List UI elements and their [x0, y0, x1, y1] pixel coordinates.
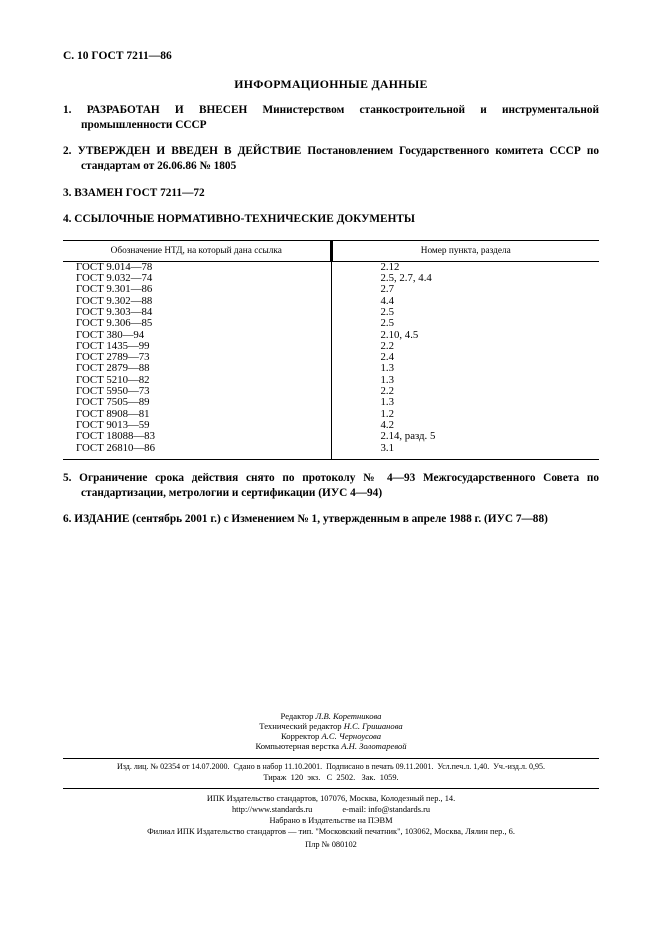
info-item: 2. УТВЕРЖДЕН И ВВЕДЕН В ДЕЙСТВИЕ Постановлением Государственного комитета СССР по стандартам от 26.06.86 № 1805: [63, 145, 599, 173]
publisher-branch: Филиал ИПК Издательство стандартов — тип. "Московский печатник", 103062, Москва, Лялин пер., 6.: [147, 826, 515, 836]
table-row: [63, 431, 599, 442]
ntd-cell: ГОСТ 9.032—74: [63, 273, 331, 284]
credit-name: А.Н. Золотаревой: [341, 740, 407, 751]
publisher-address: ИПК Издательство стандартов, 107076, Москва, Колодезный пер., 14.: [206, 793, 456, 803]
clause-cell: 4.4: [380, 294, 394, 307]
info-items-bottom: [63, 471, 599, 527]
divider-rule: [63, 758, 599, 759]
info-item: 5. Ограничение срока действия снято по протоколу № 4—93 Межгосударственного Совета по стандартизации, метрологии и сертификации (ИУС 4—94): [63, 471, 599, 499]
ntd-cell: ГОСТ 18088—83: [63, 431, 331, 442]
col-header-ntd: Обозначение НТД, на который дана ссылка: [63, 240, 331, 261]
ntd-cell: ГОСТ 5210—82: [63, 375, 331, 386]
table-row: [63, 443, 599, 460]
clause-cell: 1.3: [380, 373, 394, 386]
ntd-cell: ГОСТ 9.306—85: [63, 318, 331, 329]
info-item: 6. ИЗДАНИЕ (сентябрь 2001 г.) с Изменением № 1, утвержденным в апреле 1988 г. (ИУС 7—88): [63, 513, 548, 526]
col-header-clause: Номер пункта, раздела: [331, 240, 599, 261]
info-items-top: [63, 103, 599, 227]
ntd-cell: ГОСТ 2789—73: [63, 352, 331, 363]
clause-cell: 2.14, разд. 5: [380, 430, 436, 443]
ntd-cell: ГОСТ 9.301—86: [63, 284, 331, 295]
ntd-cell: ГОСТ 9013—59: [63, 420, 331, 431]
clause-cell: 2.12: [380, 260, 400, 273]
typeset-note: Набрано в Издательстве на ПЭВМ: [269, 815, 393, 825]
ntd-cell: ГОСТ 7505—89: [63, 397, 331, 408]
info-item: 4. ССЫЛОЧНЫЕ НОРМАТИВНО-ТЕХНИЧЕСКИЕ ДОКУМЕНТЫ: [63, 212, 415, 225]
ntd-cell: ГОСТ 380—94: [63, 330, 331, 341]
clause-cell: 2.4: [380, 351, 394, 364]
ntd-cell: ГОСТ 9.303—84: [63, 307, 331, 318]
clause-cell: 2.5, 2.7, 4.4: [380, 272, 432, 285]
clause-cell: 2.2: [380, 385, 394, 398]
table-row: [63, 318, 599, 329]
section-title: ИНФОРМАЦИОННЫЕ ДАННЫЕ: [234, 77, 428, 91]
ntd-cell: ГОСТ 2879—88: [63, 363, 331, 374]
credits-list: [63, 712, 599, 752]
divider-rule: [63, 788, 599, 789]
credit-role: Компьютерная верстка: [255, 740, 340, 751]
colophon-block: [63, 712, 599, 850]
credit-role: Редактор: [280, 711, 314, 721]
references-table-body: [63, 261, 599, 459]
credit-name: Л.В. Коретникова: [315, 711, 382, 721]
print-license-line: Изд. лиц. № 02354 от 14.07.2000. Сдано в набор 11.10.2001. Подписано в печать 09.11.2001. Усл.печ.л. 1,40. Уч.-изд.л. 0,95.: [117, 761, 545, 771]
references-table-header: [63, 240, 599, 261]
credit-name: А.С. Черноусова: [321, 730, 381, 741]
ntd-cell: ГОСТ 26810—86: [63, 443, 331, 460]
clause-cell: 1.2: [380, 407, 394, 420]
clause-cell: 2.10, 4.5: [380, 328, 419, 341]
page-header: С. 10 ГОСТ 7211—86: [63, 50, 172, 62]
clause-cell: 1.3: [380, 396, 394, 409]
info-item: 1. РАЗРАБОТАН И ВНЕСЕН Министерством станкостроительной и инструментальной промышленности СССР: [63, 104, 599, 132]
credit-role: Технический редактор: [259, 720, 342, 731]
plr-number: Плр № 080102: [305, 839, 357, 849]
clause-cell: 2.5: [380, 305, 394, 318]
clause-cell: 4.2: [380, 418, 394, 431]
clause-cell: 2.7: [380, 283, 394, 296]
clause-cell: 2.5: [380, 317, 394, 330]
publisher-url: http://www.standards.ru: [231, 804, 313, 814]
ntd-cell: ГОСТ 5950—73: [63, 386, 331, 397]
credit-name: Н.С. Гришанова: [343, 720, 403, 731]
clause-cell: 1.3: [380, 362, 394, 375]
clause-cell: 2.2: [380, 339, 394, 352]
ntd-cell: ГОСТ 1435—99: [63, 341, 331, 352]
references-table: [63, 240, 599, 460]
print-run-line: Тираж 120 экз. С 2502. Зак. 1059.: [263, 772, 399, 782]
table-row: [63, 397, 599, 408]
info-item: 3. ВЗАМЕН ГОСТ 7211—72: [63, 186, 205, 199]
credit-line: [63, 742, 599, 752]
clause-cell: 3.1: [380, 441, 394, 454]
ntd-cell: ГОСТ 9.302—88: [63, 296, 331, 307]
table-row: [63, 284, 599, 295]
header-row: [63, 240, 599, 261]
publisher-contacts: [63, 804, 599, 815]
ntd-cell: ГОСТ 9.014—78: [63, 261, 331, 273]
ntd-cell: ГОСТ 8908—81: [63, 409, 331, 420]
publisher-email: e-mail: info@standards.ru: [342, 804, 431, 814]
credit-role: Корректор: [281, 730, 320, 741]
